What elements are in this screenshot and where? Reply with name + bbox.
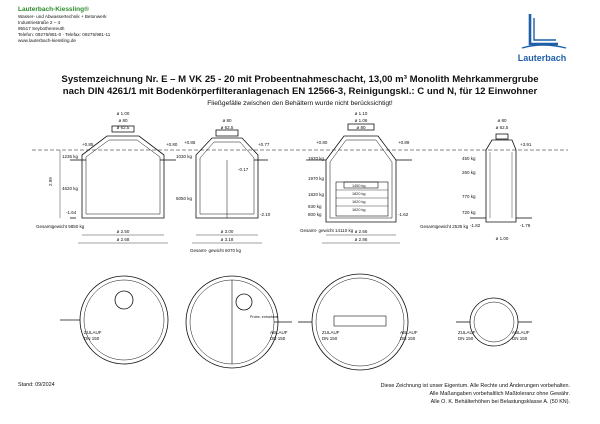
tank4-cover-small: ø 62,5: [495, 125, 509, 130]
tank4-section: [470, 134, 532, 222]
tank2-level-bottom: -2.10: [260, 212, 271, 217]
tank1-cover-small: ø 62,5: [116, 125, 130, 130]
footer-notes: [381, 382, 570, 406]
tank1-level-top: +0.85: [82, 142, 94, 147]
tank1-level-pipe: +0.80: [166, 142, 178, 147]
plan1-zulauf: ZULAUF: [84, 330, 102, 335]
plan4-dn: DN 150: [458, 336, 474, 341]
plan2-dn: DN 150: [270, 336, 286, 341]
tank3-filter-label-0: 1450 kg: [352, 184, 366, 188]
plan4-zulauf: ZULAUF: [458, 330, 476, 335]
tank2-cover-small: ø 62,5: [220, 125, 234, 130]
tank4-weight-3: 720 kg: [462, 210, 476, 215]
tank2-cover-inner: ø 80: [222, 118, 232, 123]
tank3-weight-top: 1970 kg: [308, 156, 325, 161]
tank1-total-weight: Gesamtgewicht 5850 kg: [36, 224, 85, 229]
tank3-weight-0: 1970 kg: [308, 176, 325, 181]
tank1-height: 2.99: [48, 177, 53, 186]
plan3-dn-b: DN 150: [400, 336, 416, 341]
tank3-level-top: +0.80: [316, 140, 328, 145]
tank2-level-pipe: +0.77: [258, 142, 270, 147]
tank4-cover-inner: ø 80: [497, 118, 507, 123]
tank3-cover-inner: ø 1.06: [354, 118, 368, 123]
tank4-level-top: +3.91: [520, 142, 532, 147]
tank3-filter-label-2: 1620 kg: [352, 200, 366, 204]
tank3-total-weight: Gesamt- gewicht 14110 kg: [300, 228, 354, 233]
drawing-subtitle: Fließgefälle zwischen den Behältern wurde nicht berücksichtigt!: [207, 100, 393, 107]
drawing-title-line-2: nach DIN 4261/1 mit Bodenkörperfilteranlagenach EN 12566-3, Reinigungskl.: C und N, für 12 Einwohner: [62, 86, 538, 97]
tank2-dia-inner: ø 3.00: [220, 229, 234, 234]
company-line: Wasser- und Abwassertechnik + Betonwerk: [18, 14, 107, 19]
plan4-ablauf: ABLAUF: [512, 330, 530, 335]
plan-views: [60, 274, 532, 370]
plan4-dn-b: DN 150: [512, 336, 528, 341]
tank3-weight-2: 930 kg: [308, 204, 322, 209]
tank2-weight-body: 5050 kg: [176, 196, 193, 201]
logo-text: Lauterbach: [517, 53, 567, 63]
plan1-dn: DN 150: [84, 336, 100, 341]
company-name: Lauterbach-Kiessling®: [18, 6, 89, 13]
tank1-weight-top: 1235 kg: [62, 154, 79, 159]
tank4-level-bottom: -1.82: [470, 223, 481, 228]
tank4-weight-1: 260 kg: [462, 170, 476, 175]
plan3-dn: DN 150: [322, 336, 338, 341]
company-line: Telefon: 09275/981-0 · Telefax: 09275/981-11: [18, 32, 111, 37]
tank4-level-bottom2: -1.79: [520, 223, 531, 228]
tank1-dia-inner: ø 2.50: [116, 229, 130, 234]
footer-note: Diese Zeichnung ist unser Eigentum. Alle Rechte und Änderungen vorbehalten.: [380, 383, 570, 389]
company-line: Industriestraße 2 – 4: [18, 20, 61, 25]
footer-note: Alle O. K. Behälterhöhen bei Belastungsklasse A. (50 KN).: [430, 399, 570, 405]
company-line: www.lauterbach-kiessling.de: [18, 38, 76, 43]
tank3-dia-outer: ø 2.86: [354, 237, 368, 242]
tank4-dim: ø 1.00: [495, 236, 509, 241]
plan3-zulauf: ZULAUF: [322, 330, 340, 335]
footer-note: Alle Maßangaben vorbehaltlich Maßtoleranz ohne Gewähr.: [429, 391, 570, 397]
company-line: 95517 Seybothenreuth: [18, 26, 65, 31]
tank3-weight-1: 1820 kg: [308, 192, 325, 197]
plan3-ablauf: ABLAUF: [400, 330, 418, 335]
tank3-dia-inner: ø 2.66: [354, 229, 368, 234]
tank1-dia-outer: ø 2.68: [116, 237, 130, 242]
tank3-cover-small: ø 80: [356, 125, 366, 130]
stand-date: Stand: 09/2024: [18, 382, 55, 388]
tank4-weight-2: 770 kg: [462, 194, 476, 199]
tank3-cover-dia: ø 1.10: [354, 111, 368, 116]
tank1-cover-dia: ø 1.00: [116, 111, 130, 116]
drawing-title-line-1: Systemzeichnung Nr. E – M VK 25 - 20 mit Probeentnahmeschacht, 13,00 m³ Monolith Mehrkammergrube: [61, 74, 539, 85]
tank2-level-top: +0.85: [184, 140, 196, 145]
tank3-level-top2: +0.89: [398, 140, 410, 145]
tank1-level-bottom: -1.64: [66, 210, 77, 215]
tank3-weight-3: 800 kg: [308, 212, 322, 217]
tank2-weight-top: 1030 kg: [176, 154, 193, 159]
tank1-cover-inner: ø 80: [118, 118, 128, 123]
tank2-total-weight: Gesamt- gewicht 6070 kg: [190, 248, 242, 253]
tank4-total-weight: Gesamtgewicht 2535 kg: [420, 224, 469, 229]
tank2-dia-outer: ø 3.18: [220, 237, 234, 242]
tank3-filter-label-3: 1620 kg: [352, 208, 366, 212]
tank2-level-mid: -0.17: [238, 167, 249, 172]
tank1-weight-body: 4620 kg: [62, 186, 79, 191]
tank4-weight-0: 450 kg: [462, 156, 476, 161]
tank3-level-bottom: -1.62: [398, 212, 409, 217]
tank2-section: [192, 130, 268, 243]
plan2-probe: Probe- entnahme: [250, 315, 278, 319]
plan2-ablauf: ABLAUF: [270, 330, 288, 335]
tank3-filter-label-1: 1820 kg: [352, 192, 366, 196]
